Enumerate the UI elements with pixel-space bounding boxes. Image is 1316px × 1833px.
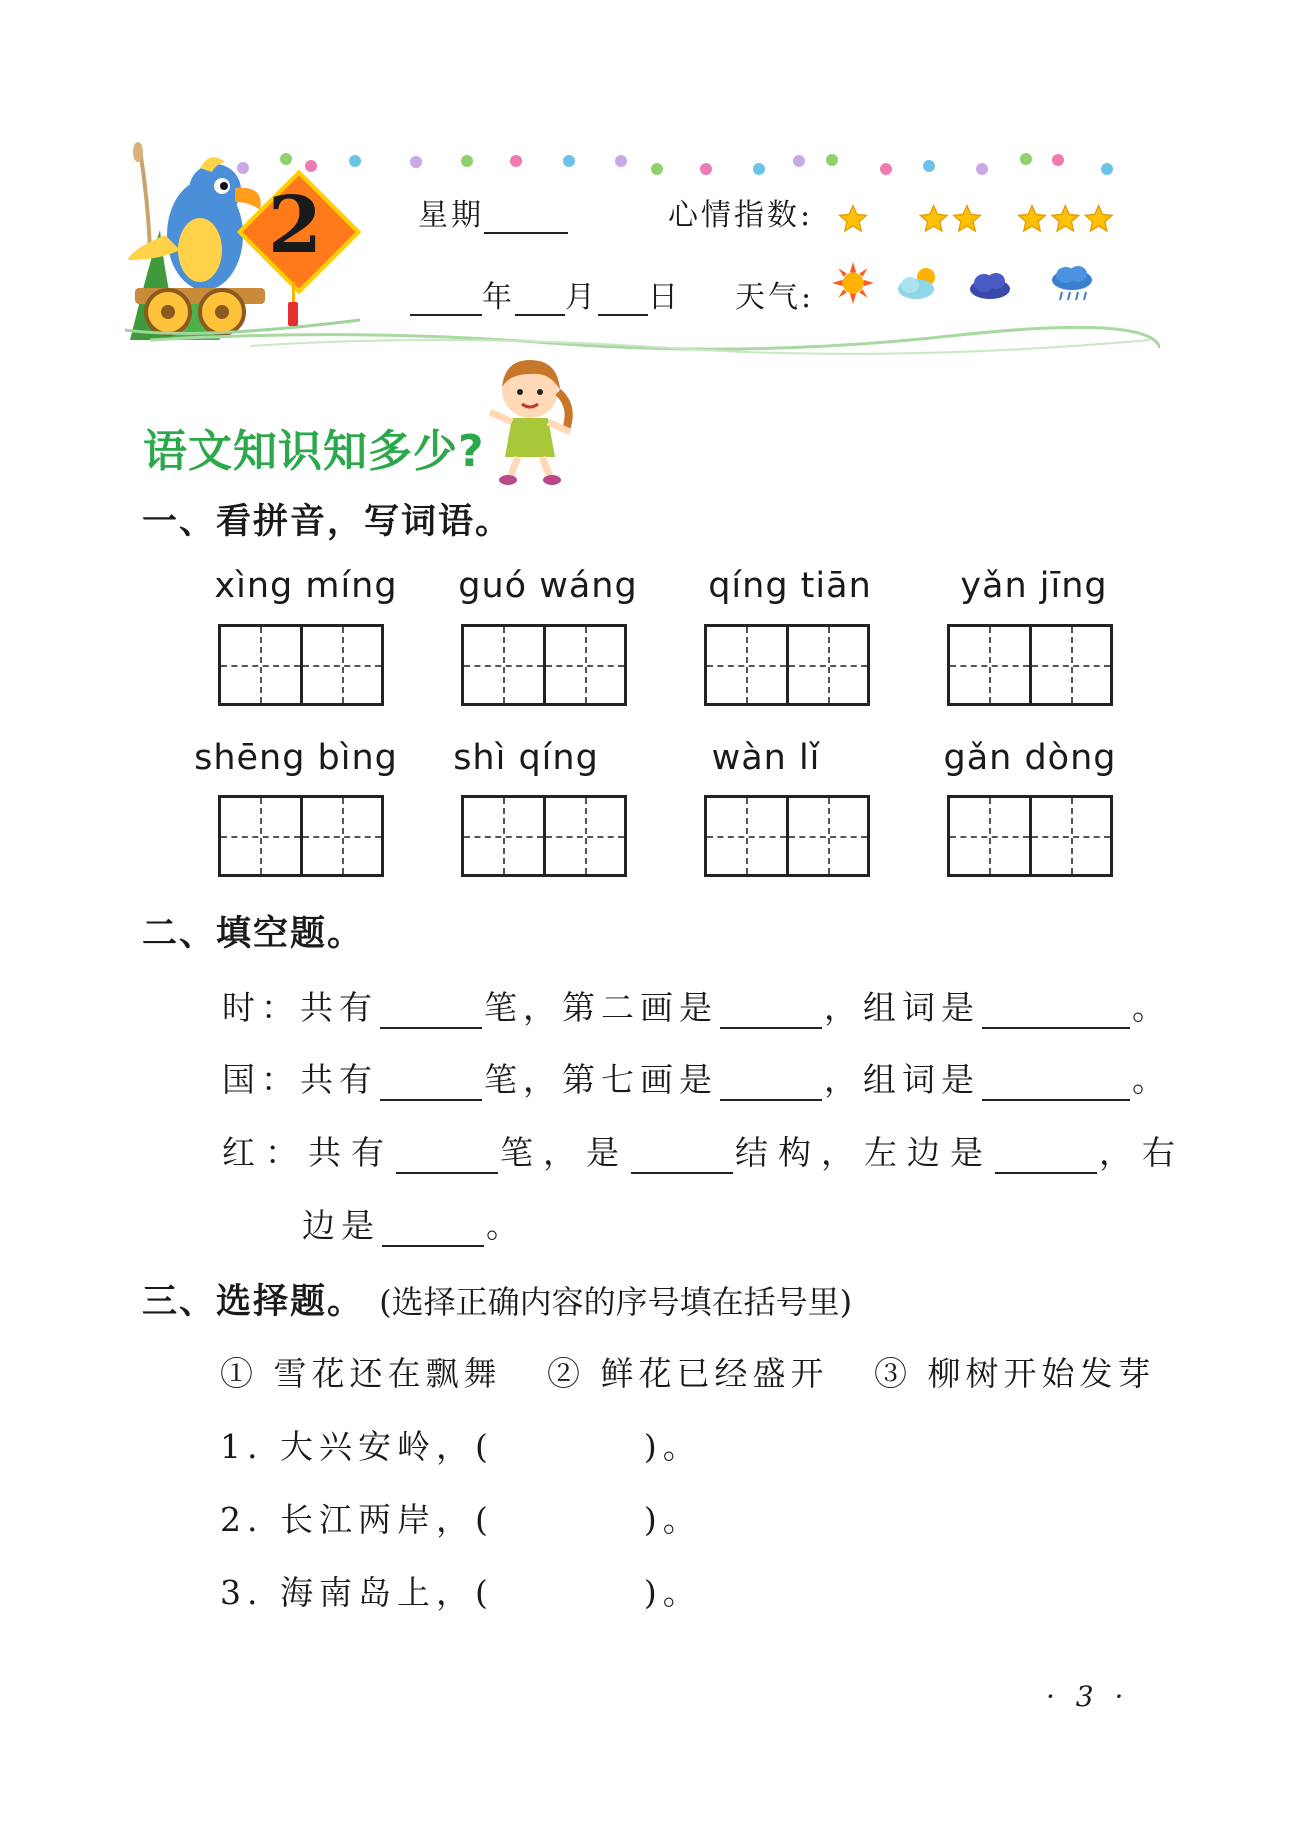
answer-blank[interactable] <box>380 1067 482 1101</box>
fill-text: 。 <box>1132 988 1171 1027</box>
option-2: ② 鲜花已经盛开 <box>547 1354 829 1393</box>
fill-line-1 <box>222 982 1171 1029</box>
fill-text: 。 <box>1132 1060 1171 1099</box>
answer-blank[interactable] <box>396 1140 498 1174</box>
mood-one-star-icon[interactable] <box>836 203 870 235</box>
question-end: )。 <box>643 1427 702 1466</box>
fill-text: 笔，是 <box>500 1133 629 1172</box>
cloudy-icon[interactable] <box>968 270 1012 300</box>
mood-two-star-icon[interactable] <box>916 203 986 235</box>
fill-text: 笔，第七画是 <box>484 1060 718 1099</box>
section2-title: 二、填空题。 <box>142 914 365 954</box>
fill-text: 国：共有 <box>222 1060 378 1099</box>
question-text: 2. 长江两岸，( <box>220 1500 494 1539</box>
day-blank[interactable] <box>598 284 648 316</box>
section1-title: 一、看拼音，写词语。 <box>142 502 513 542</box>
writing-grid[interactable] <box>704 795 870 877</box>
fill-text: ，组词是 <box>824 1060 980 1099</box>
question-1 <box>220 1421 702 1468</box>
writing-grid[interactable] <box>947 795 1113 877</box>
writing-grid[interactable] <box>461 795 627 877</box>
pinyin-label: gǎn dòng <box>943 738 1117 778</box>
writing-grid[interactable] <box>461 624 627 706</box>
rainy-icon[interactable] <box>1048 264 1096 304</box>
choice-options <box>220 1348 1156 1395</box>
pinyin-label: guó wáng <box>458 566 638 606</box>
day-number-badge <box>245 178 355 288</box>
pinyin-label: wàn lǐ <box>711 738 821 778</box>
answer-blank[interactable] <box>382 1213 484 1247</box>
option-3: ③ 柳树开始发芽 <box>874 1354 1156 1393</box>
question-2 <box>220 1494 702 1541</box>
question-3 <box>220 1567 702 1614</box>
fill-line-2 <box>222 1054 1171 1101</box>
fill-text: 结构，左边是 <box>735 1133 993 1172</box>
year-blank[interactable] <box>410 284 482 316</box>
section3-title: 三、选择题。 <box>142 1282 365 1322</box>
answer-blank[interactable] <box>982 995 1130 1029</box>
question-text: 1. 大兴安岭，( <box>220 1427 494 1466</box>
pinyin-label: shēng bìng <box>194 738 398 778</box>
month-blank[interactable] <box>515 284 565 316</box>
grass-divider <box>150 318 1160 358</box>
month-label: 月 <box>565 280 598 315</box>
pinyin-label: qíng tiān <box>708 566 872 606</box>
mood-three-star-icon[interactable] <box>1014 203 1118 235</box>
year-label: 年 <box>482 280 515 315</box>
pinyin-label: xìng míng <box>214 566 398 606</box>
fill-text: 红：共有 <box>222 1133 394 1172</box>
section3-header <box>142 1274 852 1324</box>
banner-title: 语文知识知多少? <box>143 426 485 477</box>
week-label: 星期 <box>418 198 484 233</box>
answer-blank[interactable] <box>720 1067 822 1101</box>
day-number: 2 <box>267 180 323 271</box>
answer-blank[interactable] <box>631 1140 733 1174</box>
date-field <box>410 272 681 316</box>
partly-cloudy-icon[interactable] <box>896 265 942 303</box>
pinyin-label: shì qíng <box>453 738 599 778</box>
answer-blank[interactable] <box>982 1067 1130 1101</box>
writing-grid[interactable] <box>947 624 1113 706</box>
writing-grid[interactable] <box>704 624 870 706</box>
option-1: ① 雪花还在飘舞 <box>220 1354 502 1393</box>
week-field <box>418 190 568 234</box>
week-blank[interactable] <box>484 202 568 234</box>
fill-text: 。 <box>486 1206 525 1245</box>
girl-illustration <box>480 352 580 487</box>
fill-text: 时：共有 <box>222 988 378 1027</box>
answer-blank[interactable] <box>380 995 482 1029</box>
pinyin-label: yǎn jīng <box>960 566 1108 606</box>
question-end: )。 <box>643 1500 702 1539</box>
page-number: · 3 · <box>1046 1680 1130 1713</box>
question-end: )。 <box>643 1573 702 1612</box>
fill-line-3 <box>222 1127 1185 1174</box>
writing-grid[interactable] <box>218 624 384 706</box>
fill-line-4 <box>302 1200 525 1247</box>
answer-blank[interactable] <box>720 995 822 1029</box>
sunny-icon[interactable] <box>832 262 874 304</box>
fill-text: ，组词是 <box>824 988 980 1027</box>
day-label: 日 <box>648 280 681 315</box>
writing-grid[interactable] <box>218 795 384 877</box>
fill-text: ，右 <box>1099 1133 1185 1172</box>
question-text: 3. 海南岛上，( <box>220 1573 494 1612</box>
mood-label: 心情指数: <box>668 198 814 233</box>
weather-label: 天气: <box>735 280 815 315</box>
section3-note: (选择正确内容的序号填在括号里) <box>379 1283 853 1321</box>
fill-text: 笔，第二画是 <box>484 988 718 1027</box>
answer-blank[interactable] <box>995 1140 1097 1174</box>
fill-text: 边是 <box>302 1206 380 1245</box>
